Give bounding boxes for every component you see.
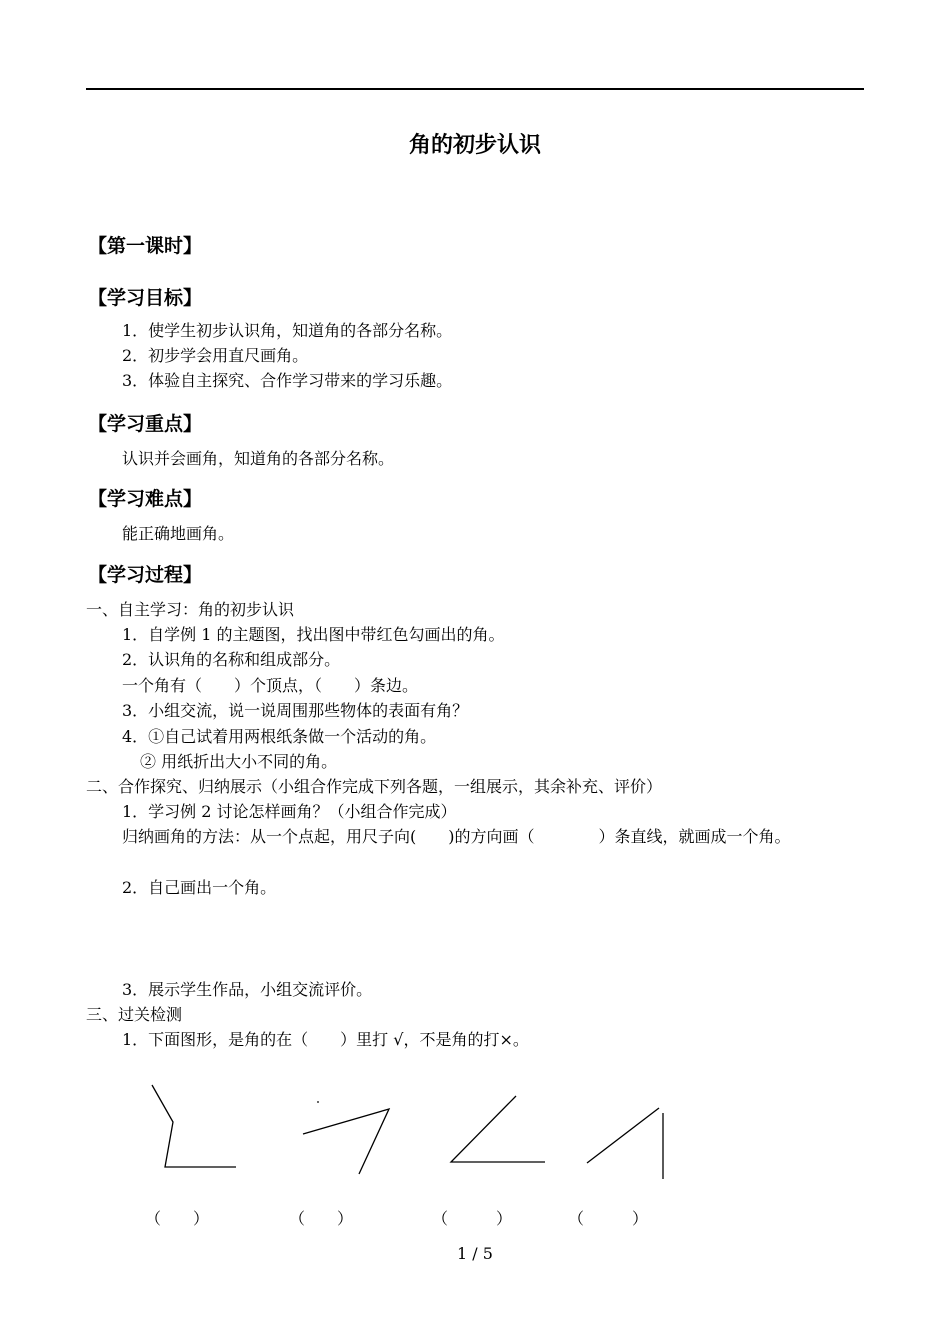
page-title: 角的初步认识 bbox=[408, 133, 541, 158]
key-heading: 【学习重点】 bbox=[88, 413, 203, 435]
step-1-4: 4．①自己试着用两根纸条做一个活动的角。 bbox=[122, 727, 437, 746]
header-rule bbox=[86, 88, 864, 90]
answer-blank-3[interactable]: （ ） bbox=[432, 1209, 513, 1228]
answer-blank-4[interactable]: （ ） bbox=[568, 1209, 649, 1228]
part3-heading: 三、过关检测 bbox=[86, 1005, 183, 1024]
figure-2 bbox=[303, 1109, 389, 1174]
process-heading: 【学习过程】 bbox=[88, 564, 203, 586]
step-2-3: 3．展示学生作品，小组交流评价。 bbox=[122, 980, 373, 999]
step-1-1: 1．自学例 1 的主题图，找出图中带红色勾画出的角。 bbox=[122, 625, 505, 644]
goal-item: 3．体验自主探究、合作学习带来的学习乐趣。 bbox=[122, 371, 453, 390]
figure-4-line-a bbox=[587, 1108, 659, 1163]
page-number: 1 / 5 bbox=[457, 1244, 493, 1263]
step-3-1: 1．下面图形，是角的在（ ）里打 √，不是角的打×。 bbox=[122, 1030, 529, 1049]
step-2-2: 2．自己画出一个角。 bbox=[122, 878, 277, 897]
difficult-text: 能正确地画角。 bbox=[122, 524, 235, 543]
key-text: 认识并会画角，知道角的各部分名称。 bbox=[122, 449, 395, 468]
part2-heading: 二、合作探究、归纳展示（小组合作完成下列各题，一组展示，其余补充、评价） bbox=[86, 777, 663, 796]
fill-blank-vertex-sides: 一个角有（ ）个顶点，（ ）条边。 bbox=[122, 676, 419, 695]
goals-heading: 【学习目标】 bbox=[88, 287, 203, 309]
figure-2-dot bbox=[317, 1101, 319, 1103]
answer-blank-2[interactable]: （ ） bbox=[289, 1209, 354, 1228]
step-2-1: 1．学习例 2 讨论怎样画角？（小组合作完成） bbox=[122, 802, 457, 821]
part1-heading: 一、自主学习：角的初步认识 bbox=[86, 600, 295, 619]
step-1-4b: ② 用纸折出大小不同的角。 bbox=[140, 752, 338, 771]
goal-item: 1．使学生初步认识角，知道角的各部分名称。 bbox=[122, 321, 453, 340]
step-1-3: 3．小组交流，说一说周围那些物体的表面有角？ bbox=[122, 701, 469, 720]
difficult-heading: 【学习难点】 bbox=[88, 488, 203, 510]
angle-figures bbox=[0, 1070, 950, 1190]
lesson-heading: 【第一课时】 bbox=[88, 235, 203, 257]
goal-item: 2．初步学会用直尺画角。 bbox=[122, 346, 309, 365]
step-1-2: 2．认识角的名称和组成部分。 bbox=[122, 650, 341, 669]
method-paragraph: 归纳画角的方法：从一个点起，用尺子向( )的方向画（ ）条直线，就画成一个角。 bbox=[122, 827, 791, 846]
answer-blank-1[interactable]: （ ） bbox=[145, 1209, 210, 1228]
figure-1-not-angle bbox=[152, 1085, 236, 1167]
figure-3 bbox=[451, 1096, 545, 1162]
